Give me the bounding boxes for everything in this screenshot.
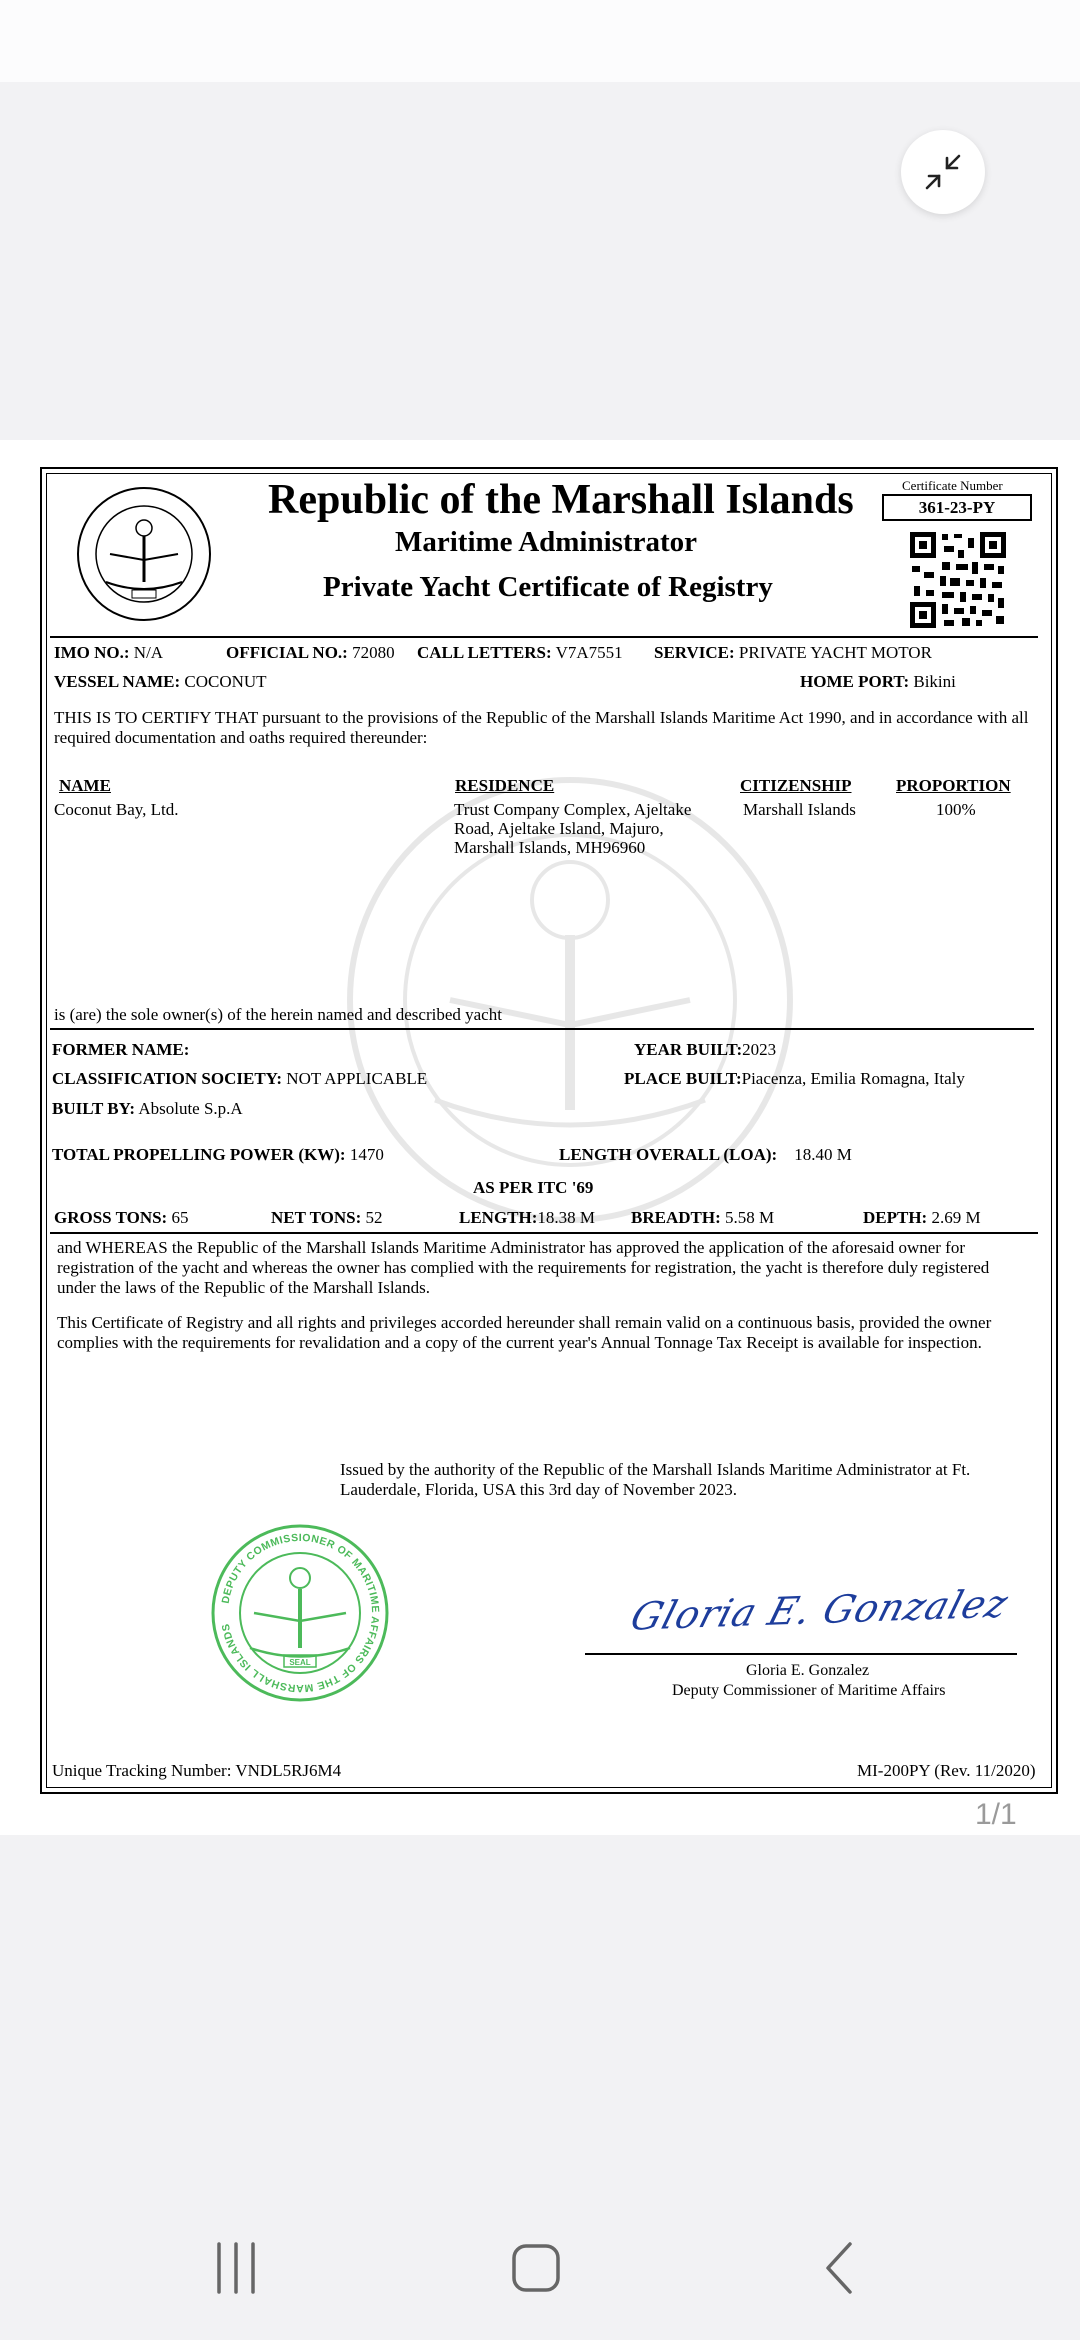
seal-ring-text: DEPUTY COMMISSIONER OF MARITIME AFFAIRS OF THE MARSHALL ISLANDS (219, 1531, 382, 1695)
place-built-field (624, 1069, 965, 1089)
net-tons-field (271, 1208, 383, 1228)
owners-rule (50, 1028, 1034, 1030)
header-rule (50, 636, 1038, 638)
whereas-line-1: and WHEREAS the Republic of the Marshall Islands Maritime Administrator has approved the application of the aforesaid owner for (57, 1238, 966, 1257)
country-title: Republic of the Marshall Islands (268, 477, 854, 523)
place-built-label: PLACE BUILT: (624, 1069, 742, 1088)
classification-field (52, 1069, 427, 1089)
home-port-field (800, 672, 956, 692)
home-button[interactable] (496, 2228, 576, 2308)
imo-value: N/A (133, 643, 164, 662)
owner-header-citizenship: CITIZENSHIP (740, 776, 852, 795)
net-tons-value: 52 (365, 1208, 383, 1227)
home-port-value: Bikini (913, 672, 956, 691)
validity-line-2: complies with the requirements for revalidation and a copy of the current year's Annual Tonnage Tax Receipt is available for inspection. (57, 1333, 982, 1352)
imo-field (54, 643, 163, 663)
handwritten-signature: Gloria E. Gonzalez (625, 1581, 1014, 1639)
collapse-arrows-icon (923, 152, 963, 192)
collapse-button[interactable] (901, 130, 985, 214)
call-letters-label: CALL LETTERS: (417, 643, 552, 662)
official-number-label: OFFICIAL NO.: (226, 643, 348, 662)
owner-proportion: 100% (936, 800, 976, 819)
back-icon (820, 2238, 860, 2298)
home-port-label: HOME PORT: (800, 672, 910, 691)
certificate-page (0, 440, 1080, 1835)
sole-owner-statement: is (are) the sole owner(s) of the herein named and described yacht (54, 1005, 502, 1024)
gross-tons-value: 65 (171, 1208, 189, 1227)
loa-label: LENGTH OVERALL (LOA): (559, 1145, 778, 1164)
home-icon (508, 2240, 564, 2296)
breadth-value: 5.58 M (724, 1208, 775, 1227)
dimensions-rule (50, 1232, 1038, 1234)
year-built-value: 2023 (742, 1040, 777, 1059)
owner-name: Coconut Bay, Ltd. (54, 800, 179, 819)
year-built-label: YEAR BUILT: (634, 1040, 743, 1059)
rmi-seal-icon (76, 486, 212, 622)
seal-center-label: SEAL (289, 1658, 311, 1667)
administrator-title: Maritime Administrator (395, 526, 698, 558)
breadth-field (631, 1208, 774, 1228)
official-number-value: 72080 (352, 643, 395, 662)
depth-value: 2.69 M (931, 1208, 981, 1227)
viewer-top-bar (0, 0, 1080, 82)
owner-residence-line1: Trust Company Complex, Ajeltake (454, 800, 692, 819)
length-field (459, 1208, 595, 1228)
depth-field (863, 1208, 981, 1228)
call-letters-field (417, 643, 623, 663)
service-label: SERVICE: (654, 643, 735, 662)
owner-residence-line3: Marshall Islands, MH96960 (454, 838, 646, 857)
signer-name: Gloria E. Gonzalez (746, 1662, 870, 1679)
issued-line-2: Lauderdale, Florida, USA this 3rd day of November 2023. (340, 1480, 738, 1499)
owner-header-proportion: PROPORTION (896, 776, 1011, 795)
vessel-name-value: COCONUT (184, 672, 267, 691)
length-label: LENGTH: (459, 1208, 538, 1227)
classification-value: NOT APPLICABLE (286, 1069, 428, 1088)
document-title: Private Yacht Certificate of Registry (323, 571, 773, 603)
service-value: PRIVATE YACHT MOTOR (738, 643, 932, 662)
depth-label: DEPTH: (863, 1208, 928, 1227)
imo-label: IMO NO.: (54, 643, 130, 662)
certificate-number-label: Certificate Number (902, 478, 1003, 493)
former-name-label: FORMER NAME: (52, 1040, 190, 1059)
owner-header-name: NAME (59, 776, 111, 795)
propelling-power-label: TOTAL PROPELLING POWER (KW): (52, 1145, 346, 1164)
owner-residence-line2: Road, Ajeltake Island, Majuro, (454, 819, 664, 838)
vessel-name-field (54, 672, 267, 692)
breadth-label: BREADTH: (631, 1208, 721, 1227)
built-by-field (52, 1099, 243, 1119)
classification-label: CLASSIFICATION SOCIETY: (52, 1069, 283, 1088)
form-number: MI-200PY (Rev. 11/2020) (857, 1761, 1036, 1780)
service-field (654, 643, 932, 663)
issued-line-1: Issued by the authority of the Republic of the Marshall Islands Maritime Administrator at Ft. (340, 1460, 971, 1479)
certify-statement: THIS IS TO CERTIFY THAT pursuant to the provisions of the Republic of the Marshall Islands Maritime Act 1990, and in accordance with all required documentation and oaths required thereunder: (54, 708, 1029, 747)
built-by-label: BUILT BY: (52, 1099, 136, 1118)
signer-title: Deputy Commissioner of Maritime Affairs (672, 1682, 946, 1699)
validity-line-1: This Certificate of Registry and all rights and privileges accorded hereunder shall remain valid on a continuous basis, provided the owner (57, 1313, 992, 1332)
year-built-field (634, 1040, 776, 1060)
whereas-line-2: registration of the yacht and whereas the owner has complied with the requirements for registration, the yacht is therefore duly registered (57, 1258, 990, 1277)
vessel-name-label: VESSEL NAME: (54, 672, 181, 691)
net-tons-label: NET TONS: (271, 1208, 362, 1227)
gross-tons-label: GROSS TONS: (54, 1208, 168, 1227)
official-number-field (226, 643, 395, 663)
system-navigation-bar (0, 2200, 1080, 2340)
loa-value: 18.40 M (794, 1145, 852, 1164)
owner-citizenship: Marshall Islands (743, 800, 856, 819)
built-by-value: Absolute S.p.A (138, 1099, 243, 1118)
gross-tons-field (54, 1208, 188, 1228)
loa-field (559, 1145, 852, 1165)
itc-heading: AS PER ITC '69 (473, 1178, 594, 1197)
length-value: 18.38 M (537, 1208, 596, 1227)
owner-header-residence: RESIDENCE (455, 776, 555, 795)
propelling-power-field (52, 1145, 384, 1165)
whereas-line-3: under the laws of the Republic of the Marshall Islands. (57, 1278, 430, 1297)
tracking-number: Unique Tracking Number: VNDL5RJ6M4 (52, 1761, 342, 1780)
deputy-commissioner-seal-icon (210, 1523, 390, 1703)
propelling-power-value: 1470 (349, 1145, 384, 1164)
recents-icon (211, 2240, 261, 2296)
call-letters-value: V7A7551 (555, 643, 623, 662)
qr-code-icon[interactable] (910, 532, 1006, 628)
signature-line (585, 1653, 1017, 1655)
certificate-number: 361-23-PY (882, 494, 1032, 521)
back-button[interactable] (800, 2228, 880, 2308)
place-built-value: Piacenza, Emilia Romagna, Italy (741, 1069, 965, 1088)
recents-button[interactable] (196, 2228, 276, 2308)
page-indicator: 1/1 (975, 1798, 1017, 1831)
